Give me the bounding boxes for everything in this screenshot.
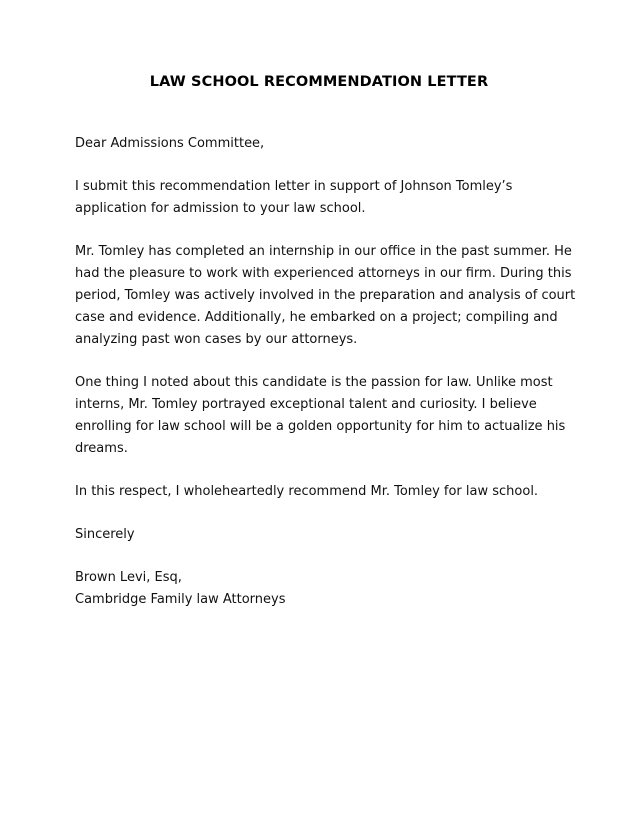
paragraph-line: In this respect, I wholeheartedly recommend Mr. Tomley for law school. — [75, 484, 539, 499]
letter-body — [75, 133, 576, 611]
paragraph-line: had the pleasure to work with experienced attorneys in our firm. During this — [75, 266, 572, 281]
paragraph-3 — [75, 372, 565, 460]
salutation-text: Dear Admissions Committee, — [75, 136, 265, 151]
paragraph-2 — [75, 241, 576, 351]
paragraph-line: period, Tomley was actively involved in the preparation and analysis of court — [75, 288, 576, 303]
paragraph-line: One thing I noted about this candidate is the passion for law. Unlike most — [75, 375, 553, 390]
paragraph-1 — [75, 176, 565, 220]
paragraph-line: interns, Mr. Tomley portrayed exceptional talent and curiosity. I believe — [75, 397, 537, 412]
letter-title: LAW SCHOOL RECOMMENDATION LETTER — [149, 74, 489, 90]
paragraph-line: application for admission to your law school. — [75, 201, 366, 216]
paragraph-4 — [75, 481, 565, 503]
paragraph-line: Mr. Tomley has completed an internship in our office in the past summer. He — [75, 244, 572, 259]
salutation — [75, 133, 565, 155]
closing-text: Sincerely — [75, 527, 135, 542]
signature-name: Brown Levi, Esq, — [75, 570, 182, 585]
signature-firm: Cambridge Family law Attorneys — [75, 592, 286, 607]
closing — [75, 524, 565, 546]
paragraph-line: dreams. — [75, 441, 128, 456]
paragraph-line: enrolling for law school will be a golden opportunity for him to actualize his — [75, 419, 566, 434]
paragraph-line: analyzing past won cases by our attorneys. — [75, 332, 358, 347]
paragraph-line: I submit this recommendation letter in support of Johnson Tomley’s — [75, 179, 513, 194]
paragraph-line: case and evidence. Additionally, he embarked on a project; compiling and — [75, 310, 558, 325]
signature-block — [75, 567, 565, 611]
